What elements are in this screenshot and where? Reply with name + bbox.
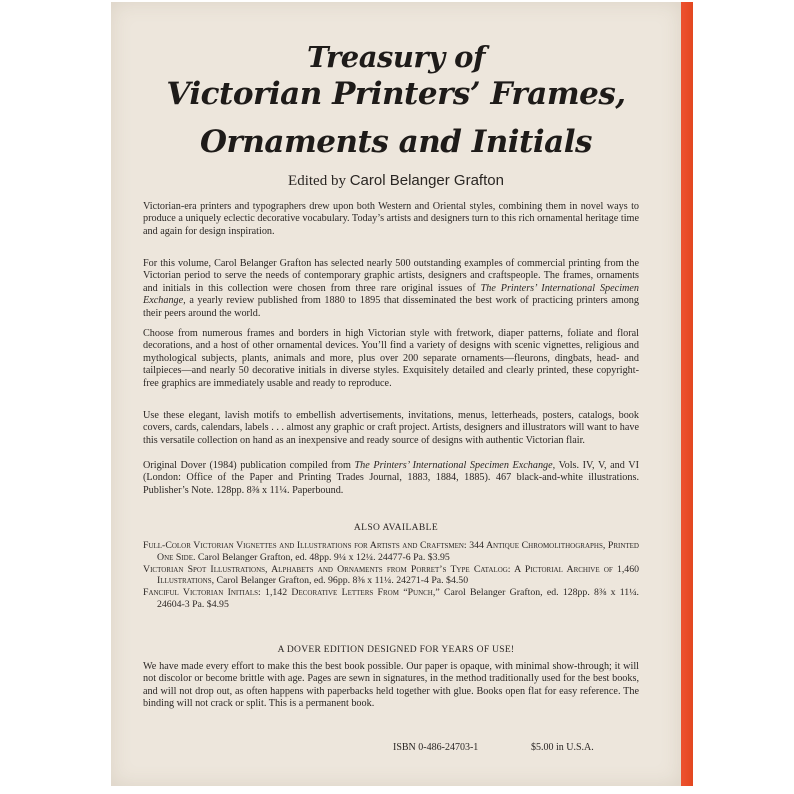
editor-prefix: Edited by bbox=[288, 173, 346, 189]
description-paragraph-4: Use these elegant, lavish motifs to embellish advertisements, invitations, menus, letterheads, posters, catalogs, book covers, cards, calendars, labels . . . almost any graphic or craft project. Artists, designers and illustrators will want to have this versatile collection on hand as an inexpensive and ready source of designs with authentic Victorian flair. bbox=[143, 410, 639, 446]
isbn-number: ISBN 0-486-24703-1 bbox=[393, 742, 479, 753]
p2-italic-title: The Printers’ International Specimen Exchange, bbox=[143, 282, 639, 307]
publication-note bbox=[143, 460, 639, 497]
also-available-list bbox=[143, 540, 639, 611]
publication-rest: Vols. IV, V, and VI (London: Office of the Paper and Printing Trades Journal, 1883, 1884, 1885). 467 black-and-white illustrations. Publisher’s Note. 128pp. 8⅜ x 11¼. Paperbound. bbox=[143, 460, 639, 496]
back-cover bbox=[111, 2, 681, 786]
list-item bbox=[143, 564, 639, 588]
editor-credit bbox=[111, 172, 681, 190]
p2-text: For this volume, Carol Belanger Grafton has selected nearly 500 outstanding examples of commercial printing from the Victorian period to serve the needs of contemporary graphic artists, designers and craftspeople. The frames, ornaments and initials in this collection were chosen from three rare original issues of bbox=[143, 258, 639, 294]
title-line-3: Ornaments and Initials bbox=[200, 124, 592, 160]
description-paragraph-1: Victorian-era printers and typographers drew upon both Western and Oriental styles, combining them in novel ways to produce a uniquely eclectic decorative vocabulary. Today’s artists and designers turn to this rich ornamental heritage time and again for design inspiration. bbox=[143, 201, 639, 237]
book-title: Fanciful Victorian Initials: 1,142 Decorative Letters From “Punch,” bbox=[143, 587, 440, 599]
description-paragraph-2 bbox=[143, 258, 639, 320]
also-available-heading: ALSO AVAILABLE bbox=[353, 523, 439, 533]
description-paragraph-3: Choose from numerous frames and borders in high Victorian style with fretwork, diaper patterns, foliate and floral decorations, and a host of other ornamental devices. You’ll find a variety of designs with scenic vignettes, religious and mythological subjects, plants, animals and more, plus over 200 separate ornaments—fleurons, dingbats, head- and tailpieces—and nearly 50 decorative initials in diverse styles. Exquisitely detailed and clearly printed, these copyright-free graphics are immediately usable and ready to reproduce. bbox=[143, 328, 639, 389]
title-line-2: Victorian Printers’ Frames, bbox=[166, 76, 626, 112]
price-label: $5.00 in U.S.A. bbox=[531, 742, 594, 753]
book-details: Carol Belanger Grafton, ed. 96pp. 8⅜ x 11¼. 24271-4 Pa. $4.50 bbox=[214, 575, 469, 587]
list-item bbox=[143, 587, 639, 611]
dover-edition-text: We have made every effort to make this the best book possible. Our paper is opaque, with minimal show-through; it will not discolor or become brittle with age. Pages are sewn in signatures, in the method traditionally used for the best books, and will not drop out, as often happens with paperbacks held together with glue. Books open flat for easy reference. The binding will not crack or split. This is a permanent book. bbox=[143, 661, 639, 710]
book-title: Victorian Spot Illustrations, Alphabets and Ornaments from Porret’s Type Catalog: A Pictorial Archive of 1,460 Illustrations, bbox=[143, 563, 639, 587]
p2-rest: a yearly review published from 1880 to 1895 that disseminated the best work of practicing printers among their peers around the world. bbox=[143, 295, 639, 319]
publication-italic-title: The Printers’ International Specimen Exchange, bbox=[354, 460, 556, 471]
publication-prefix: Original Dover (1984) publication compiled from bbox=[143, 460, 355, 471]
dover-edition-heading: A DOVER EDITION DESIGNED FOR YEARS OF USE! bbox=[277, 645, 515, 655]
list-item bbox=[143, 540, 639, 564]
book-details: Carol Belanger Grafton, ed. 128pp. 8⅜ x 11¼. 24604-3 Pa. $4.95 bbox=[157, 587, 639, 610]
book-details: Carol Belanger Grafton, ed. 48pp. 9¼ x 12¼. 24477-6 Pa. $3.95 bbox=[195, 551, 450, 563]
editor-name: Carol Belanger Grafton bbox=[349, 172, 504, 189]
title-line-1: Treasury of bbox=[307, 40, 485, 74]
book-title: Full-Color Victorian Vignettes and Illustrations for Artists and Craftsmen: 344 Antique Chromolithographs, Printed One Side. bbox=[143, 540, 639, 563]
